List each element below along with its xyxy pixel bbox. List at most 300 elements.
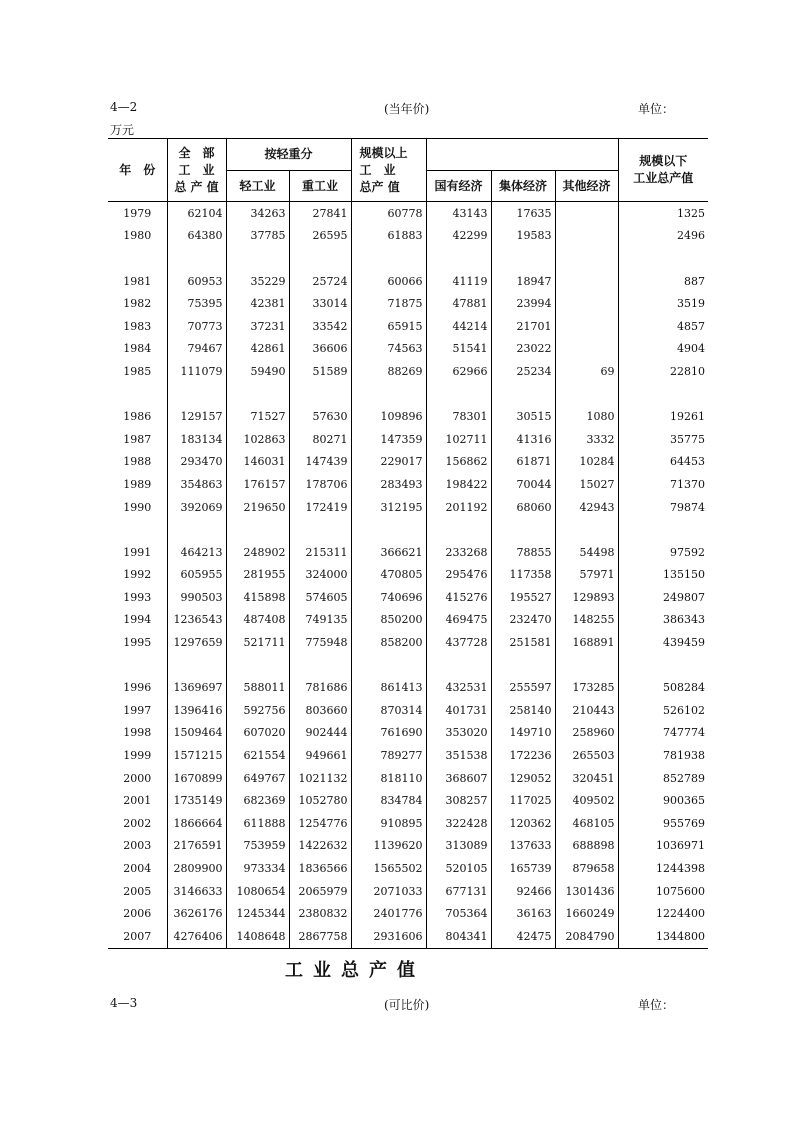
value-cell: 320451 [555,767,618,790]
value-cell: 415276 [426,586,491,609]
value-cell: 117025 [491,789,555,812]
value-cell: 439459 [618,631,708,654]
value-cell: 1735149 [167,789,226,812]
value-cell: 1297659 [167,631,226,654]
value-cell: 803660 [289,699,351,722]
value-cell: 198422 [426,473,491,496]
value-cell: 19261 [618,405,708,428]
year-cell: 1984 [123,342,152,356]
header-state-owned: 国有经济 [426,171,491,202]
spacer-cell [226,518,289,541]
value-cell: 26595 [289,225,351,248]
value-cell: 30515 [491,405,555,428]
value-cell: 1836566 [289,857,351,880]
table-row [108,744,708,767]
year-cell: 1983 [123,319,152,333]
value-cell: 65915 [351,315,426,338]
value-cell: 57630 [289,405,351,428]
value-cell: 677131 [426,880,491,903]
header-other-economy: 其他经济 [555,171,618,202]
value-cell: 521711 [226,631,289,654]
header-heavy-industry: 重工业 [289,171,351,202]
value-cell: 2867758 [289,925,351,948]
value-cell: 4857 [618,315,708,338]
value-cell: 195527 [491,586,555,609]
value-cell: 80271 [289,428,351,451]
table-row [108,789,708,812]
value-cell: 470805 [351,564,426,587]
value-cell: 102711 [426,428,491,451]
table-row [108,541,708,564]
value-cell: 265503 [555,744,618,767]
value-cell: 3626176 [167,902,226,925]
value-cell: 487408 [226,609,289,632]
value-cell: 887 [618,270,708,293]
spacer-cell [351,383,426,406]
year-cell: 1990 [123,500,152,514]
table-row [108,925,708,948]
spacer-cell [491,654,555,677]
gross-industrial-output-table [108,138,708,949]
value-cell: 183134 [167,428,226,451]
value-cell: 41316 [491,428,555,451]
spacer-cell [491,518,555,541]
value-cell: 147359 [351,428,426,451]
value-cell: 605955 [167,564,226,587]
value-cell: 120362 [491,812,555,835]
value-cell: 1075600 [618,880,708,903]
value-cell: 70773 [167,315,226,338]
value-cell: 1245344 [226,902,289,925]
table-row [108,202,708,225]
table-row [108,699,708,722]
spacer-cell [351,654,426,677]
value-cell: 1325 [618,202,708,225]
value-cell: 611888 [226,812,289,835]
value-cell: 1080 [555,405,618,428]
value-cell: 1052780 [289,789,351,812]
value-cell: 747774 [618,722,708,745]
value-cell: 111079 [167,360,226,383]
year-cell: 1982 [123,297,152,311]
year-cell: 1980 [123,229,152,243]
year-cell: 1999 [123,749,152,763]
price-basis: (当年价) [384,102,430,116]
year-cell: 1993 [123,590,152,604]
header-below-scale: 规模以下 工业总产值 [618,139,708,202]
spacer-row [108,247,708,270]
value-cell: 900365 [618,789,708,812]
value-cell: 607020 [226,722,289,745]
value-cell: 468105 [555,812,618,835]
year-cell: 2004 [123,862,152,876]
value-cell: 129893 [555,586,618,609]
value-cell: 34263 [226,202,289,225]
value-cell: 852789 [618,767,708,790]
spacer-cell [555,518,618,541]
value-cell: 60953 [167,270,226,293]
table-row [108,292,708,315]
year-cell: 1988 [123,455,152,469]
year-cell: 2000 [123,771,152,785]
value-cell: 42943 [555,496,618,519]
value-cell: 1408648 [226,925,289,948]
year-cell: 2005 [123,884,152,898]
spacer-row [108,383,708,406]
value-cell: 781686 [289,676,351,699]
value-cell: 789277 [351,744,426,767]
value-cell: 761690 [351,722,426,745]
table-row [108,609,708,632]
spacer-cell [289,518,351,541]
value-cell: 68060 [491,496,555,519]
value-cell: 78855 [491,541,555,564]
value-cell: 401731 [426,699,491,722]
header-ownership-blank [426,139,618,171]
value-cell: 2071033 [351,880,426,903]
value-cell: 2380832 [289,902,351,925]
value-cell: 21701 [491,315,555,338]
value-cell: 75395 [167,292,226,315]
value-cell: 19583 [491,225,555,248]
spacer-cell [226,654,289,677]
year-cell: 1987 [123,432,152,446]
value-cell: 1396416 [167,699,226,722]
table-row [108,338,708,361]
value-cell: 2809900 [167,857,226,880]
table-row [108,360,708,383]
value-cell: 61871 [491,451,555,474]
table-row [108,835,708,858]
spacer-row [108,654,708,677]
value-cell: 149710 [491,722,555,745]
value-cell [555,225,618,248]
value-cell: 129052 [491,767,555,790]
value-cell: 54498 [555,541,618,564]
next-table-number: 4—3 [110,996,138,1010]
value-cell: 176157 [226,473,289,496]
value-cell: 2931606 [351,925,426,948]
value-cell: 255597 [491,676,555,699]
value-cell: 36606 [289,338,351,361]
value-cell: 42861 [226,338,289,361]
spacer-cell [351,247,426,270]
value-cell: 233268 [426,541,491,564]
year-cell: 2002 [123,816,152,830]
value-cell: 92466 [491,880,555,903]
spacer-cell [555,654,618,677]
value-cell: 70044 [491,473,555,496]
value-cell: 1866664 [167,812,226,835]
spacer-cell [426,654,491,677]
value-cell: 324000 [289,564,351,587]
value-cell: 60778 [351,202,426,225]
year-cell: 1979 [123,206,152,220]
value-cell: 79467 [167,338,226,361]
spacer-cell [618,518,708,541]
value-cell: 469475 [426,609,491,632]
value-cell [555,270,618,293]
table-row [108,225,708,248]
value-cell: 1571215 [167,744,226,767]
value-cell: 173285 [555,676,618,699]
value-cell: 168891 [555,631,618,654]
value-cell: 165739 [491,857,555,880]
value-cell: 1422632 [289,835,351,858]
spacer-cell [289,383,351,406]
year-cell: 1992 [123,568,152,582]
value-cell: 25724 [289,270,351,293]
value-cell: 3332 [555,428,618,451]
value-cell: 33014 [289,292,351,315]
value-cell: 1660249 [555,902,618,925]
value-cell: 79874 [618,496,708,519]
value-cell: 258140 [491,699,555,722]
value-cell: 62104 [167,202,226,225]
year-cell: 1991 [123,545,152,559]
spacer-cell [108,247,167,270]
year-cell: 1985 [123,364,152,378]
value-cell: 27841 [289,202,351,225]
value-cell: 1244398 [618,857,708,880]
value-cell: 861413 [351,676,426,699]
value-cell: 308257 [426,789,491,812]
header-above-scale: 规模以上 工 业 总产 值 [351,139,426,202]
value-cell: 148255 [555,609,618,632]
value-cell: 1301436 [555,880,618,903]
table-row [108,722,708,745]
value-cell: 432531 [426,676,491,699]
spacer-cell [618,247,708,270]
value-cell: 78301 [426,405,491,428]
value-cell: 574605 [289,586,351,609]
header-collective: 集体经济 [491,171,555,202]
year-cell: 1981 [123,274,152,288]
value-cell: 1509464 [167,722,226,745]
value-cell: 753959 [226,835,289,858]
value-cell: 42299 [426,225,491,248]
value-cell: 172236 [491,744,555,767]
value-cell: 858200 [351,631,426,654]
value-cell: 313089 [426,835,491,858]
value-cell: 508284 [618,676,708,699]
value-cell: 4904 [618,338,708,361]
value-cell: 649767 [226,767,289,790]
value-cell: 109896 [351,405,426,428]
spacer-cell [351,518,426,541]
spacer-cell [289,654,351,677]
spacer-cell [618,383,708,406]
value-cell: 147439 [289,451,351,474]
year-cell: 1998 [123,726,152,740]
value-cell: 248902 [226,541,289,564]
year-cell: 1995 [123,636,152,650]
value-cell: 172419 [289,496,351,519]
value-cell: 1224400 [618,902,708,925]
value-cell: 25234 [491,360,555,383]
value-cell: 2176591 [167,835,226,858]
value-cell: 283493 [351,473,426,496]
table-row [108,586,708,609]
value-cell: 156862 [426,451,491,474]
spacer-cell [426,518,491,541]
table-row [108,451,708,474]
spacer-cell [555,247,618,270]
spacer-cell [226,247,289,270]
value-cell: 41119 [426,270,491,293]
table-row [108,270,708,293]
header-total-output: 全 部 工 业 总 产 值 [167,139,226,202]
next-unit-label: 单位： [638,998,675,1012]
value-cell: 219650 [226,496,289,519]
value-cell: 1236543 [167,609,226,632]
table-row [108,902,708,925]
value-cell: 51541 [426,338,491,361]
value-cell: 1036971 [618,835,708,858]
value-cell: 15027 [555,473,618,496]
value-cell: 37785 [226,225,289,248]
value-cell: 71370 [618,473,708,496]
value-cell: 879658 [555,857,618,880]
value-cell: 22810 [618,360,708,383]
value-cell: 61883 [351,225,426,248]
unit-value: 万元 [110,123,135,137]
value-cell: 775948 [289,631,351,654]
value-cell: 804341 [426,925,491,948]
value-cell: 137633 [491,835,555,858]
value-cell: 71875 [351,292,426,315]
value-cell: 902444 [289,722,351,745]
value-cell: 135150 [618,564,708,587]
year-cell: 1986 [123,410,152,424]
value-cell: 990503 [167,586,226,609]
value-cell: 682369 [226,789,289,812]
value-cell: 35229 [226,270,289,293]
year-cell: 1989 [123,477,152,491]
value-cell: 251581 [491,631,555,654]
value-cell: 910895 [351,812,426,835]
value-cell: 71527 [226,405,289,428]
value-cell: 1254776 [289,812,351,835]
spacer-cell [167,247,226,270]
table-row [108,631,708,654]
value-cell: 64453 [618,451,708,474]
value-cell [555,315,618,338]
value-cell: 437728 [426,631,491,654]
value-cell: 146031 [226,451,289,474]
value-cell: 43143 [426,202,491,225]
next-price-basis: (可比价) [384,998,430,1012]
value-cell: 295476 [426,564,491,587]
value-cell: 293470 [167,451,226,474]
year-cell: 1997 [123,703,152,717]
value-cell: 955769 [618,812,708,835]
table-row [108,496,708,519]
value-cell: 17635 [491,202,555,225]
value-cell: 354863 [167,473,226,496]
value-cell: 740696 [351,586,426,609]
value-cell: 258960 [555,722,618,745]
value-cell: 232470 [491,609,555,632]
value-cell: 1080654 [226,880,289,903]
value-cell: 1369697 [167,676,226,699]
spacer-cell [289,247,351,270]
value-cell: 18947 [491,270,555,293]
spacer-cell [491,247,555,270]
value-cell: 415898 [226,586,289,609]
value-cell: 129157 [167,405,226,428]
value-cell: 2496 [618,225,708,248]
value-cell: 353020 [426,722,491,745]
spacer-cell [167,383,226,406]
value-cell: 3146633 [167,880,226,903]
table-row [108,564,708,587]
year-cell: 1994 [123,613,152,627]
value-cell: 409502 [555,789,618,812]
value-cell: 312195 [351,496,426,519]
value-cell: 117358 [491,564,555,587]
value-cell: 1139620 [351,835,426,858]
value-cell: 35775 [618,428,708,451]
year-cell: 2006 [123,907,152,921]
value-cell: 47881 [426,292,491,315]
spacer-cell [108,383,167,406]
value-cell: 42381 [226,292,289,315]
spacer-cell [226,383,289,406]
value-cell: 366621 [351,541,426,564]
value-cell: 870314 [351,699,426,722]
value-cell: 1670899 [167,767,226,790]
value-cell: 36163 [491,902,555,925]
value-cell: 69 [555,360,618,383]
value-cell: 2401776 [351,902,426,925]
value-cell: 592756 [226,699,289,722]
value-cell: 37231 [226,315,289,338]
value-cell: 215311 [289,541,351,564]
spacer-cell [167,518,226,541]
table-row [108,880,708,903]
value-cell: 281955 [226,564,289,587]
header-year: 年 份 [108,139,167,202]
value-cell: 4276406 [167,925,226,948]
year-cell: 2001 [123,794,152,808]
value-cell: 386343 [618,609,708,632]
spacer-cell [618,654,708,677]
spacer-cell [167,654,226,677]
value-cell: 464213 [167,541,226,564]
value-cell: 1565502 [351,857,426,880]
value-cell: 949661 [289,744,351,767]
value-cell: 74563 [351,338,426,361]
value-cell: 88269 [351,360,426,383]
value-cell: 973334 [226,857,289,880]
value-cell: 51589 [289,360,351,383]
table-row [108,857,708,880]
value-cell: 688898 [555,835,618,858]
spacer-cell [426,383,491,406]
value-cell: 64380 [167,225,226,248]
value-cell [555,338,618,361]
value-cell: 42475 [491,925,555,948]
table-number: 4—2 [110,100,138,114]
table-row [108,473,708,496]
value-cell: 781938 [618,744,708,767]
spacer-cell [108,518,167,541]
table-row [108,315,708,338]
value-cell: 1344800 [618,925,708,948]
spacer-cell [426,247,491,270]
value-cell: 23994 [491,292,555,315]
